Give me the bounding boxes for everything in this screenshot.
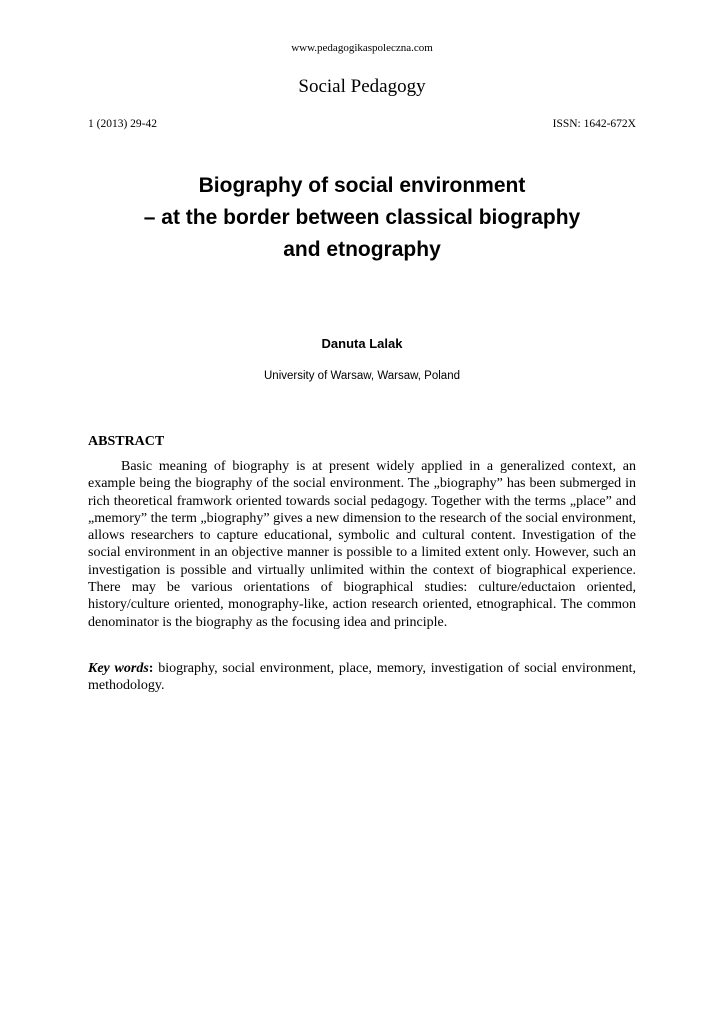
abstract-text: Basic meaning of biography is at present widely applied in a generalized context, an example being the biography of the social environment. The „biography” has been submerged in rich theoretical framwork oriented towards social pedagogy. Together with the terms „place” and „memory” the term „biography” gives a new dimension to the research of the social environment, allows researchers to capture educational, symbolic and cultural content. Investigation of the social environment in an objective manner is possible to a limited extent only. However, such an investigation is possible and virtually unlimited within the context of biographical experience. There may be various orientations of biographical studies: culture/eductaion oriented, history/culture oriented, monography-like, action research oriented, etnographical. The common denominator is the biography as the focusing idea and principle. [88, 459, 636, 630]
author-affiliation: University of Warsaw, Warsaw, Poland [264, 370, 460, 382]
keywords-paragraph [88, 660, 636, 695]
article-title [60, 170, 664, 266]
keywords-label: Key words [88, 661, 149, 676]
title-line: – at the border between classical biography [143, 206, 581, 229]
keywords-colon: : [148, 661, 154, 676]
journal-url: www.pedagogikaspoleczna.com [291, 42, 433, 54]
abstract-heading: ABSTRACT [88, 434, 165, 449]
title-line: Biography of social environment [198, 174, 526, 197]
journal-name: Social Pedagogy [298, 76, 426, 97]
keywords-text: biography, social environment, place, memory, investigation of social environment, methodology. [88, 661, 637, 694]
issue-info: 1 (2013) 29-42 [88, 118, 157, 130]
issn-info: ISSN: 1642-672X [552, 118, 636, 130]
author-name: Danuta Lalak [321, 336, 403, 351]
title-line: and etnography [283, 238, 441, 261]
